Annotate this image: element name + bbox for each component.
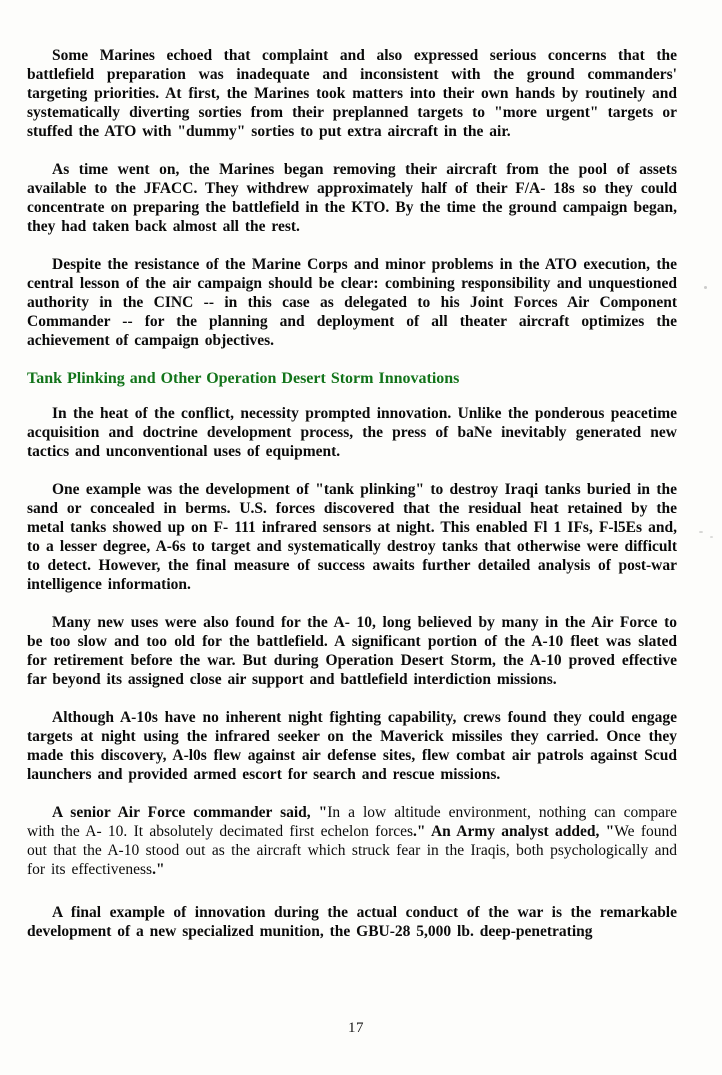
bold-text-segment: Many new uses were also found for the A- 10, long believed by many in the Air Force to be too slow and too old for the battlefield. A significant portion of the A-10 fleet was slated for retirement before the war. But during Operation Desert Storm, the A-10 proved effective far beyond its assigned close air support and battlefield interdiction missions. <box>27 614 677 688</box>
paragraph <box>27 903 677 941</box>
bold-text-segment: A final example of innovation during the actual conduct of the war is the remarkable development of a new specialized munition, the GBU-28 5,000 lb. deep-penetrating <box>27 904 677 940</box>
paragraph <box>27 480 677 594</box>
paragraph <box>27 708 677 784</box>
paragraph <box>27 404 677 461</box>
page-number: 17 <box>348 1020 364 1036</box>
scan-artifact <box>704 286 707 289</box>
scan-artifact <box>699 531 703 533</box>
paragraph <box>27 803 677 879</box>
bold-text-segment: In the heat of the conflict, necessity prompted innovation. Unlike the ponderous peacetime acquisition and doctrine development process, the press of baNe inevitably generated new tactics and unconventional uses of equipment. <box>27 405 677 460</box>
bold-text-segment: Despite the resistance of the Marine Corps and minor problems in the ATO execution, the central lesson of the air campaign should be clear: combining responsibility and unquestioned authority in the CINC -- in this case as delegated to his Joint Forces Air Component Commander -- for the planning and deployment of all theater aircraft optimizes the achievement of campaign objectives. <box>27 256 677 349</box>
bold-text-segment: A senior Air Force commander said, " <box>52 804 328 821</box>
section-heading: Tank Plinking and Other Operation Desert Storm Innovations <box>27 370 460 387</box>
bold-text-segment: One example was the development of "tank plinking" to destroy Iraqi tanks buried in the sand or concealed in berms. U.S. forces discovered that the residual heat retained by the metal tanks showed up on F- 111 infrared sensors at night. This enabled Fl 1 IFs, F-l5Es and, to a lesser degree, A-6s to target and systematically destroy tanks that otherwise were difficult to detect. However, the final measure of success awaits further detailed analysis of post-war intelligence information. <box>27 481 677 593</box>
bold-text-segment: ." <box>152 861 165 878</box>
paragraph <box>27 160 677 236</box>
paragraph <box>27 613 677 689</box>
bold-text-segment: Although A-10s have no inherent night fighting capability, crews found they could engage targets at night using the infrared seeker on the Maverick missiles they carried. Once they made this discovery, A-l0s flew against air defense sites, flew combat air patrols against Scud launchers and provided armed escort for search and rescue missions. <box>27 709 677 783</box>
bold-text-segment: ." An Army analyst added, " <box>413 823 615 840</box>
paragraph <box>27 255 677 350</box>
bold-text-segment: Some Marines echoed that complaint and also expressed serious concerns that the battlefield preparation was inadequate and inconsistent with the ground commanders' targeting priorities. At first, the Marines took matters into their own hands by routinely and systematically diverting sorties from their preplanned targets to "more urgent" targets or stuffed the ATO with "dummy" sorties to put extra aircraft in the air. <box>27 47 677 140</box>
scan-artifact <box>710 536 713 538</box>
regular-text-segment: We found out that the A-10 stood out as the aircraft which struck fear in the Iraqis, both psychologically and for its effectiveness <box>27 823 677 878</box>
regular-text-segment: In a low altitude environment, nothing can compare with the A- 10. It absolutely decimated first echelon forces <box>27 804 677 840</box>
paragraph <box>27 46 677 141</box>
bold-text-segment: As time went on, the Marines began removing their aircraft from the pool of assets available to the JFACC. They withdrew approximately half of their F/A- 18s so they could concentrate on preparing the battlefield in the KTO. By the time the ground campaign began, they had taken back almost all the rest. <box>27 161 677 235</box>
body-text <box>27 46 677 960</box>
